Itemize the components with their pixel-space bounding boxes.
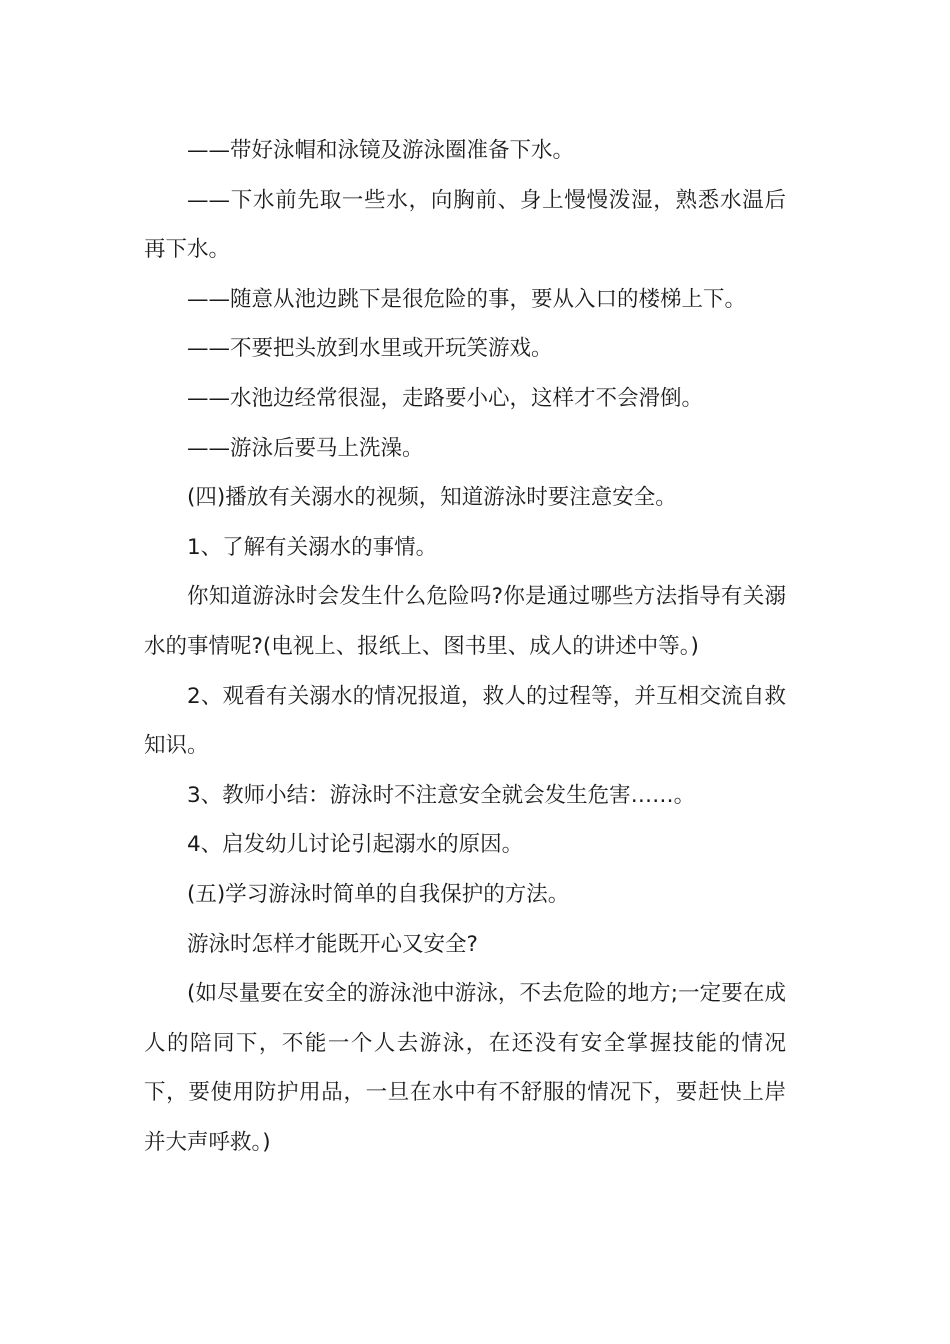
section-heading-five: (五)学习游泳时简单的自我保护的方法。 (187, 881, 570, 907)
paragraph-safety-tips: (如尽量要在安全的游泳池中游泳，不去危险的地方;一定要在成人的陪同下，不能一个人去游泳，在还没有安全掌握技能的情况下，要使用防护用品，一旦在水中有不舒服的情况下，要赶快上岸并大声呼救。) (144, 981, 786, 1155)
paragraph-question-safety: 游泳时怎样才能既开心又安全? (187, 931, 478, 957)
list-item-4: 4、启发幼儿讨论引起溺水的原因。 (187, 832, 524, 858)
paragraph-no-joking: ——不要把头放到水里或开玩笑游戏。 (187, 336, 553, 362)
list-item-2: 2、观看有关溺水的情况报道，救人的过程等，并互相交流自救知识。 (144, 683, 786, 759)
paragraph-shower: ——游泳后要马上洗澡。 (187, 435, 424, 461)
paragraph-wet-body: ——下水前先取一些水，向胸前、身上慢慢泼湿，熟悉水温后再下水。 (144, 187, 786, 263)
document-body (144, 126, 786, 1167)
paragraph-slippery-floor: ——水池边经常很湿，走路要小心，这样才不会滑倒。 (187, 385, 704, 411)
list-item-1: 1、了解有关溺水的事情。 (187, 534, 438, 560)
paragraph-question-dangers: 你知道游泳时会发生什么危险吗?你是通过哪些方法指导有关溺水的事情呢?(电视上、报纸上、图书里、成人的讲述中等。) (144, 584, 786, 659)
list-item-3: 3、教师小结：游泳时不注意安全就会发生危害……。 (187, 782, 696, 808)
section-heading-four: (四)播放有关溺水的视频，知道游泳时要注意安全。 (187, 485, 677, 511)
paragraph-swim-cap: ——带好泳帽和泳镜及游泳圈准备下水。 (187, 138, 575, 163)
paragraph-use-stairs: ——随意从池边跳下是很危险的事，要从入口的楼梯上下。 (187, 286, 747, 312)
